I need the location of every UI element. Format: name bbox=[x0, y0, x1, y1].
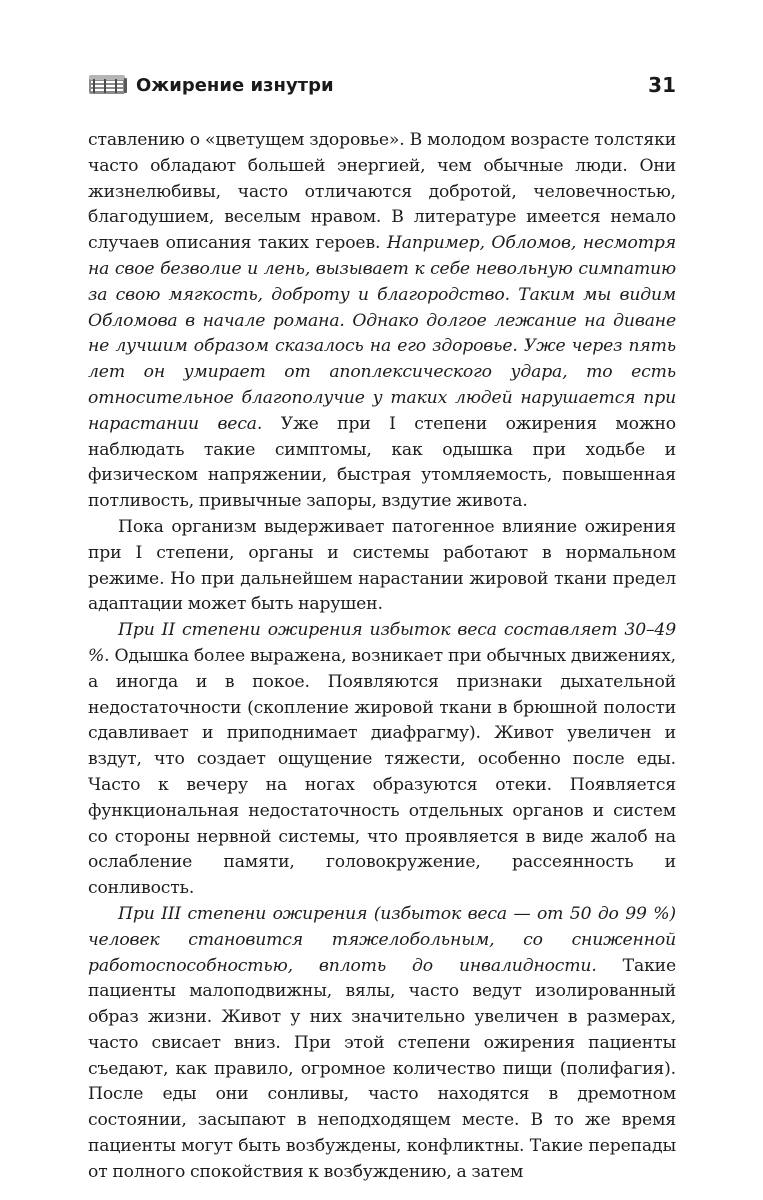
paragraph-3 bbox=[88, 618, 676, 902]
italic-run: При II степени ожирения избыток веса составляет 30–49 %. bbox=[88, 620, 676, 666]
italic-run: При III степени ожирения (избыток веса — от 50 до 99 %) человек становится тяжелобольным, со сниженной работоспособностью, вплоть до инвалидности. bbox=[88, 903, 676, 976]
italic-run: Например, Обломов, несмотря на свое безволие и лень, вызывает к себе невольную симпатию за свою мягкость, доброту и благородство. Таким мы видим Обломова в начале романа. Однако долгое лежание на диване не лучшим образом сказалось на его здоровье. Уже через пять лет он умирает от апоплексического удара, то есть относительное благополучие у таких людей нарушается при нарастании веса. bbox=[88, 233, 676, 434]
text-run: Пока организм выдерживает патогенное влияние ожирения при I степени, органы и системы работают в нормальном режиме. Но при дальнейшем нарастании жировой ткани предел адаптации может быть нарушен. bbox=[88, 516, 676, 615]
paragraph-2 bbox=[88, 515, 676, 618]
text-run: Такие пациенты малоподвижны, вялы, часто ведут изолированный образ жизни. Живот у них значительно увеличен в размерах, часто свисает вниз. При этой степени ожирения пациенты съедают, как правило, огромное количество пищи (полифагия). После еды они сонливы, часто находятся в дремотном состоянии, засыпают в неподходящем месте. В то же время пациенты могут быть возбуждены, конфликтны. Такие перепады от полного спокойствия к возбуждению, а затем bbox=[88, 955, 676, 1182]
page-number: 31 bbox=[648, 73, 676, 97]
paragraph-4 bbox=[88, 902, 676, 1186]
text-run: ставлению о «цветущем здоровье». В молодом возрасте толстяки часто обладают большей энергией, чем обычные люди. Они жизнелюбивы, часто отличаются добротой, человечностью, благодушием, веселым нравом. В литературе имеется немало случаев описания таких героев. bbox=[88, 130, 676, 254]
text-run: Одышка более выражена, возникает при обычных движениях, а иногда и в покое. Появляются признаки дыхательной недостаточности (скопление жировой ткани в брюшной полости сдавливает и приподнимает диафрагму). Живот увеличен и вздут, что создает ощущение тяжести, особенно после еды. Часто к вечеру на ногах образуются отеки. Появляется функциональная недостаточность отдельных органов и систем со стороны нервной системы, что проявляется в виде жалоб на ослабление памяти, головокружение, рассеянность и сонливость. bbox=[88, 645, 676, 899]
book-stack-icon bbox=[88, 74, 128, 96]
running-title: Ожирение изнутри bbox=[136, 75, 334, 96]
text-run: Уже при I степени ожирения можно наблюдать такие симптомы, как одышка при ходьбе и физическом напряжении, быстрая утомляемость, повышенная потливость, привычные запоры, вздутие живота. bbox=[88, 413, 676, 512]
page-header bbox=[88, 72, 676, 104]
body-text bbox=[88, 128, 676, 1186]
paragraph-1 bbox=[88, 128, 676, 515]
